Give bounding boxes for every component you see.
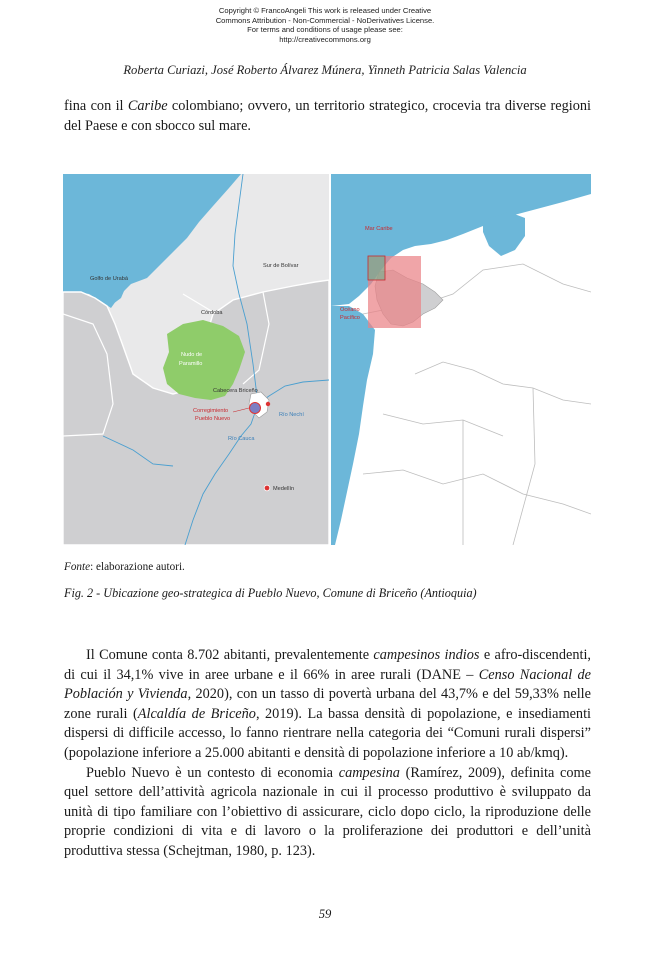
label-cordoba: Córdoba	[201, 310, 223, 316]
text-run: , 2020), con un tasso di povertà urbana del 43,7% e del 59,33% nelle zone rurali (	[64, 686, 592, 722]
cabecera-marker	[266, 402, 270, 406]
copyright-link[interactable]: http://creativecommons.org	[279, 34, 371, 44]
italic-phrase: Censo Nacional de Población y Vivienda	[64, 666, 591, 703]
italic-phrase: campesina	[338, 764, 400, 781]
label-cabecera: Cabecera Briceño	[213, 388, 258, 394]
intro-text: colombiano; ovvero, un territorio strategico, crocevia tra diverse regioni del Paese e con sbocco sul mare.	[64, 98, 591, 134]
intro-paragraph	[64, 97, 591, 136]
label-rio-cauca: Río Cauca	[228, 436, 255, 442]
inner-focus-box	[368, 256, 385, 280]
label-rio-nechi: Río Nechí	[279, 412, 304, 418]
source-text: : elaborazione autori.	[90, 561, 185, 573]
text-run: Il Comune conta 8.702 abitanti, prevalentemente	[86, 647, 374, 663]
intro-italic: Caribe	[127, 98, 168, 114]
italic-phrase: Alcaldía de Briceño	[137, 705, 256, 722]
copyright-line: For terms and conditions of usage please see:	[247, 25, 403, 35]
copyright-notice	[0, 6, 650, 44]
label-oceano-2: Pacífico	[340, 315, 360, 321]
intro-text: fina con il	[64, 98, 128, 114]
page-number: 59	[318, 907, 332, 921]
label-golfo: Golfo de Urabá	[90, 276, 128, 282]
running-head-authors: Roberta Curiazi, José Roberto Álvarez Múnera, Yinneth Patricia Salas Valencia	[123, 63, 527, 77]
copyright-line: Copyright © FrancoAngeli This work is released under Creative	[218, 6, 432, 15]
label-sur-bolivar: Sur de Bolívar	[263, 263, 299, 269]
source-label: Fonte	[64, 561, 91, 573]
text-run: (Ramírez, 2009), definita come quel settore dell’attività agricola nazionale in cui il processo produttivo è sviluppato da unità di tipo familiare con l’obiettivo di assicurare, ciclo dopo ciclo, la riproduzione delle proprie condizioni di vita e di lavoro o la proliferazione dei produttori e dell’unità produttiva stessa (Schejtman, 1980, p. 123).	[64, 764, 591, 859]
label-nudo-1: Nudo de	[181, 352, 203, 358]
copyright-line: Commons Attribution - Non-Commercial - NoDerivatives License.	[215, 15, 435, 25]
text-run: , 2019). La bassa densità di popolazione, e insediamenti dispersi di difficile accesso, lo fanno rientrare nella categoria dei “Comuni rurali dispersi” (popolazione inferiore a 25.000 abitanti e densità di popolazione inferiore a 10 ab/kmq).	[64, 705, 592, 761]
figure-caption: Fig. 2 - Ubicazione geo-strategica di Pueblo Nuevo, Comune di Briceño (Antioquia)	[64, 586, 477, 600]
label-nudo-2: Paramillo	[179, 361, 203, 367]
italic-phrase: campesinos indios	[373, 647, 480, 663]
text-run: e afro-discendenti, di cui il 34,1% vive in aree urbane e il 66% in aree rurali (DANE –	[64, 647, 591, 683]
label-mar-caribe: Mar Caribe	[365, 226, 393, 232]
pueblo-nuevo-marker	[250, 403, 261, 414]
paragraph-1	[64, 646, 591, 764]
medellin-marker	[264, 485, 270, 491]
label-oceano-1: Océano	[340, 307, 360, 313]
left-map	[63, 174, 329, 545]
paragraph-2	[64, 764, 591, 862]
text-run: Pueblo Nuevo è un contesto di economia	[86, 764, 339, 781]
right-map	[331, 174, 591, 545]
label-medellin: Medellín	[273, 486, 295, 492]
body-text	[64, 646, 591, 862]
figure-maps	[63, 174, 591, 545]
label-corr-2: Pueblo Nuevo	[195, 416, 231, 422]
figure-source	[64, 561, 185, 573]
label-corr-1: Corregimiento	[193, 408, 229, 414]
